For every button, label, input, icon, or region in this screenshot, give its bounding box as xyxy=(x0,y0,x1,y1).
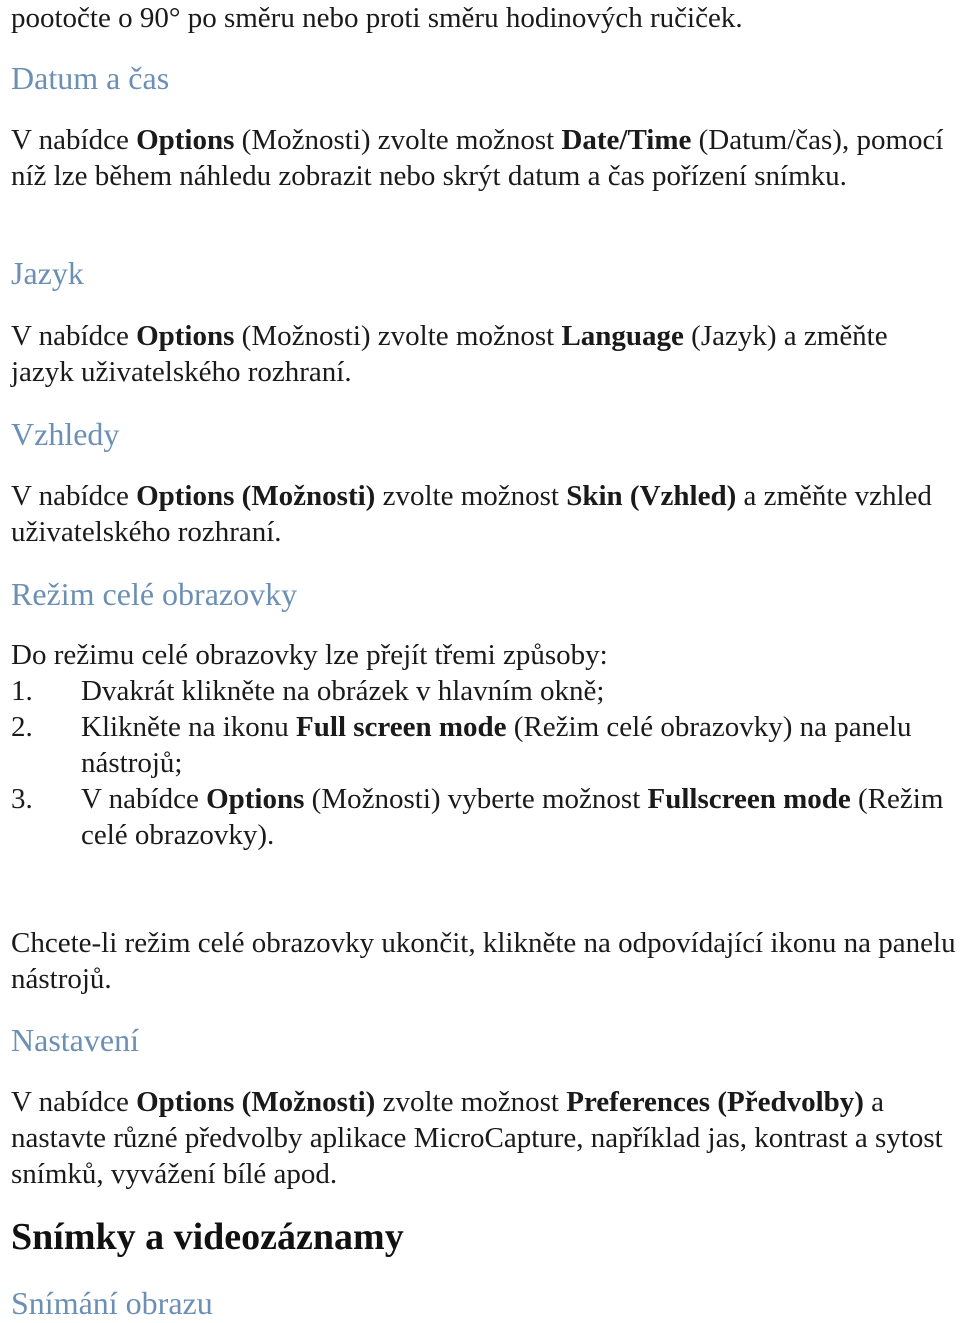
bold-term-date-time: Date/Time xyxy=(561,124,692,156)
list-number: 1. xyxy=(11,675,33,707)
list-item xyxy=(11,781,956,853)
text-run: a nastavte různé předvolby aplikace MicroCapture, například jas, kontrast a sytost snímků, vyvážení bílé apod. xyxy=(11,1086,943,1190)
text-run: zvolte možnost xyxy=(375,480,567,512)
list-item xyxy=(11,709,956,781)
paragraph-nastaveni xyxy=(11,1084,956,1192)
bold-term-full-screen-mode: Full screen mode xyxy=(296,711,507,743)
bold-term-skin: Skin (Vzhled) xyxy=(566,480,737,512)
text-run: V nabídce xyxy=(11,320,137,352)
bold-term-options: Options (Možnosti) xyxy=(136,480,376,512)
text-run: (Možnosti) vyberte možnost xyxy=(304,783,648,815)
bold-term-language: Language xyxy=(561,320,684,352)
text-run: V nabídce xyxy=(11,124,137,156)
paragraph-rezim-intro: Do režimu celé obrazovky lze přejít třemi způsoby: xyxy=(11,639,608,671)
heading-snimani-obrazu: Snímání obrazu xyxy=(11,1285,213,1321)
text-run: Klikněte na ikonu xyxy=(81,711,297,743)
intro-text: pootočte o 90° po směru nebo proti směru hodinových ručiček. xyxy=(11,2,743,34)
heading-vzhledy: Vzhledy xyxy=(11,416,120,452)
heading-datum-a-cas: Datum a čas xyxy=(11,60,170,96)
list-item xyxy=(11,673,956,709)
paragraph-vzhledy xyxy=(11,478,956,550)
paragraph-jazyk xyxy=(11,318,956,390)
bold-term-preferences: Preferences (Předvolby) xyxy=(566,1086,864,1118)
heading-snimky-a-videozaznamy: Snímky a videozáznamy xyxy=(11,1216,404,1258)
text-run: Dvakrát klikněte na obrázek v hlavním okně; xyxy=(81,675,605,707)
list-number: 3. xyxy=(11,783,33,815)
text-run: V nabídce xyxy=(11,1086,137,1118)
heading-jazyk: Jazyk xyxy=(11,255,84,291)
heading-nastaveni: Nastavení xyxy=(11,1022,139,1058)
text-run: (Datum/čas), pomocí níž lze během náhledu zobrazit nebo skrýt datum a čas pořízení snímku. xyxy=(11,124,944,192)
text-run: zvolte možnost xyxy=(375,1086,567,1118)
bold-term-options: Options xyxy=(136,320,235,352)
text-run: (Jazyk) a změňte jazyk uživatelského rozhraní. xyxy=(11,320,888,388)
text-run: (Režim celé obrazovky). xyxy=(81,783,944,851)
intro-paragraph xyxy=(11,0,743,36)
paragraph-datum xyxy=(11,122,956,194)
fullscreen-methods-list xyxy=(11,673,956,853)
text-run: (Možnosti) zvolte možnost xyxy=(234,124,562,156)
bold-term-options: Options xyxy=(136,124,235,156)
text-run: V nabídce xyxy=(81,783,207,815)
text-run: (Možnosti) zvolte možnost xyxy=(234,320,562,352)
text-run: (Režim celé obrazovky) na panelu nástrojů; xyxy=(81,711,912,779)
list-number: 2. xyxy=(11,711,33,743)
bold-term-fullscreen-mode: Fullscreen mode xyxy=(647,783,851,815)
heading-rezim-cele-obrazovky: Režim celé obrazovky xyxy=(11,576,298,612)
text-run: a změňte vzhled uživatelského rozhraní. xyxy=(11,480,932,548)
bold-term-options: Options (Možnosti) xyxy=(136,1086,376,1118)
text-run: V nabídce xyxy=(11,480,137,512)
bold-term-options: Options xyxy=(206,783,305,815)
paragraph-exit-fullscreen: Chcete-li režim celé obrazovky ukončit, klikněte na odpovídající ikonu na panelu nástrojů. xyxy=(11,927,956,995)
